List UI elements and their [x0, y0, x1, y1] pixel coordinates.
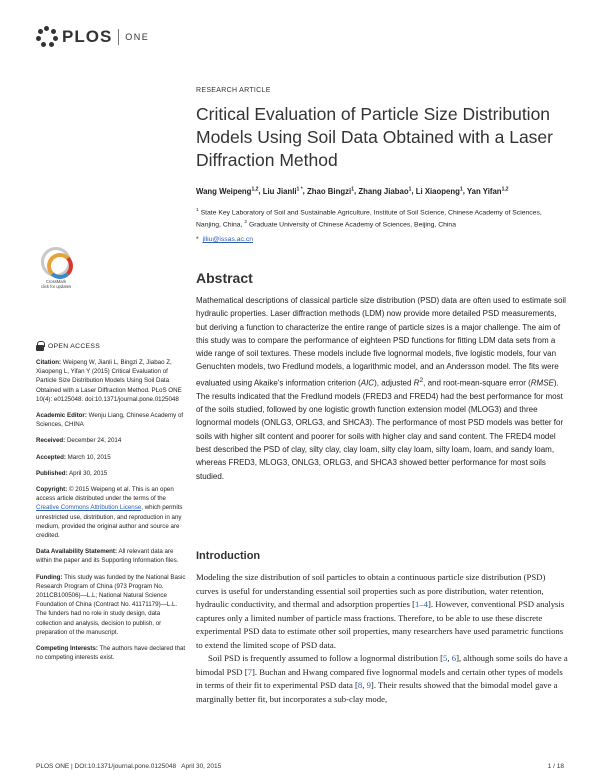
- citation-block: Citation: Weipeng W, Jianli L, Bingzi Z, Jiabao Z, Xiaopeng L, Yifan Y (2015) Critical Evaluation of Particle Size Distribution Models Using Soil Data Obtained with a Laser Diffraction Method. PLoS ONE 10(4): e0125048. doi:10.1371/journal.pone.0125048: [36, 359, 182, 403]
- footer-citation: PLOS ONE | DOI:10.1371/journal.pone.0125048 April 30, 2015: [36, 763, 222, 770]
- abstract-text: Mathematical descriptions of classical particle size distribution (PSD) data are often used to estimate soil hydraulic properties. Laser diffraction methods (LDM) now provide more detailed PSD measurements, but deriving a function to characterize the entire range of particle sizes is a major challenge. The aim of this study was to compare the performance of eighteen PSD functions for fitting LDM data sets from a wide range of soil textures. These models include five lognormal models, five logistic models, four van Genuchten models, two Fredlund models, a logarithmic model, and an Andersson model. The fits were evaluated using Akaike's information criterion (AIC), adjusted $R^2$, and root-mean-square error (RMSE). The results indicated that the Fredlund models (FRED3 and FRED4) had the best performance for most of the soils studied, followed by one logistic growth function extension model (MLOG3) and three lognormal models (ONLG3, ORLG3, and SHCA3). The performance of most PSD models was better for soils with higher silt content and poorer for soils with higher clay and sand content. The FRED4 model best described the PSD of clay, silty clay, clay loam, silty clay loam, silty loam, loam, and sandy loam, whereas FRED3, MLOG3, ONLG3, ORLG3, and SHCA3 showed better performance for most soils studied.: [196, 296, 566, 481]
- license-link[interactable]: Creative Commons Attribution License: [36, 504, 142, 512]
- email-link[interactable]: jlliu@issas.ac.cn: [202, 236, 253, 243]
- citation-link[interactable]: 1–4: [414, 599, 429, 609]
- author[interactable]: Wang Weipeng$^{1,2}$: [196, 186, 259, 196]
- article-type: RESEARCH ARTICLE: [196, 87, 271, 94]
- crossmark-badge[interactable]: [36, 247, 76, 289]
- open-lock-icon: [36, 341, 44, 351]
- editor-block: Academic Editor: Wenju Liang, Chinese Academy of Sciences, CHINA: [36, 412, 184, 429]
- introduction-heading: Introduction: [196, 550, 261, 562]
- citation-link[interactable]: 6: [451, 653, 457, 663]
- page-footer: [36, 763, 564, 770]
- open-access-label: OPEN ACCESS: [36, 341, 100, 351]
- citation-link[interactable]: 7: [247, 666, 252, 677]
- published-block: Published: April 30, 2015: [36, 469, 108, 477]
- page-number: 1 / 18: [547, 763, 564, 770]
- crossmark-icon: [41, 247, 71, 277]
- plos-logo-icon: [36, 26, 58, 48]
- crossmark-label: CrossMark click for updates: [40, 279, 72, 289]
- citation-link[interactable]: 8: [357, 680, 363, 690]
- plos-logo: [36, 26, 149, 48]
- journal-name: ONE: [125, 32, 150, 42]
- intro-paragraph: Soil PSD is frequently assumed to follow a lognormal distribution [5, 6], although some soils do have a bimodal PSD [7]. Buchan and Hwang compared five lognormal models and certain other types of models in terms of their fit to experimental PSD data [8, 9]. Their results showed that the bimodal model gave a marginally better fit, but incorporates a sub-clay mode,: [196, 653, 568, 704]
- citation-link[interactable]: 5: [443, 653, 448, 663]
- author[interactable]: Zhang Jiabao$^1$: [358, 186, 412, 196]
- author[interactable]: Liu Jianli$^{1 *}$: [262, 186, 303, 196]
- author[interactable]: Yan Yifan$^{1,2}$: [466, 186, 509, 196]
- received-block: Received: December 24, 2014: [36, 437, 122, 445]
- author[interactable]: Zhao Bingzi$^1$: [307, 186, 354, 196]
- affiliations: $^1$ State Key Laboratory of Soil and Sustainable Agriculture, Institute of Soil Science, Chinese Academy of Sciences, Nanjing, China, $^2$ Graduate University of Chinese Academy of Sciences, Beijing, China: [196, 208, 542, 229]
- abstract-heading: Abstract: [196, 270, 253, 286]
- copyright-block: Copyright: © 2015 Weipeng et al. This is an open access article distributed under the terms of the Creative Commons Attribution License, which permits unrestricted use, distribution, and reproduction in any medium, provided the original author and source are credited.: [36, 486, 183, 540]
- author[interactable]: Li Xiaopeng$^1$: [415, 186, 463, 196]
- article-metadata: [36, 358, 186, 669]
- competing-interests-block: Competing Interests: The authors have declared that no competing interests exist.: [36, 645, 186, 662]
- article-title: Critical Evaluation of Particle Size Distribution Models Using Soil Data Obtained with a Laser Diffraction Method: [196, 104, 553, 170]
- introduction-text: [196, 571, 568, 706]
- accepted-block: Accepted: March 10, 2015: [36, 453, 111, 461]
- data-availability-block: Data Availability Statement: All relevant data are within the paper and its Supporting Information files.: [36, 548, 179, 565]
- brand-name: PLOS: [62, 27, 113, 46]
- funding-block: Funding: This study was funded by the National Basic Research Program of China (973 Program No. 2011CB100506)—L.L; National Natural Science Foundation of China (Contract No. 41171179)—L.L. The funders had no role in study design, data collection and analysis, decision to publish, or preparation of the manuscript.: [36, 573, 186, 636]
- intro-paragraph: Modeling the size distribution of soil particles to obtain a continuous particle size distribution (PSD) curves is useful for understanding essential soil properties such as pore distribution, water retention, hydraulic conductivity, and thermal and adsorption properties [1–4]. However, conventional PSD analysis captures only a limited number of particle mass fractions. Therefore, to be able to use these discrete experimental PSD data to estimate other soil properties, many researchers have used parametric functions to extend the limited scope of PSD data.: [196, 572, 565, 650]
- author-list: Wang Weipeng$^{1,2}$, Liu Jianli$^{1 *}$, Zhao Bingzi$^1$, Zhang Jiabao$^1$, Li Xiaopeng$^1$, Yan Yifan$^{1,2}$: [196, 186, 509, 196]
- corresponding-email: * jlliu@issas.ac.cn: [196, 236, 253, 243]
- logo-divider: [118, 29, 119, 45]
- citation-link[interactable]: 9: [366, 680, 371, 690]
